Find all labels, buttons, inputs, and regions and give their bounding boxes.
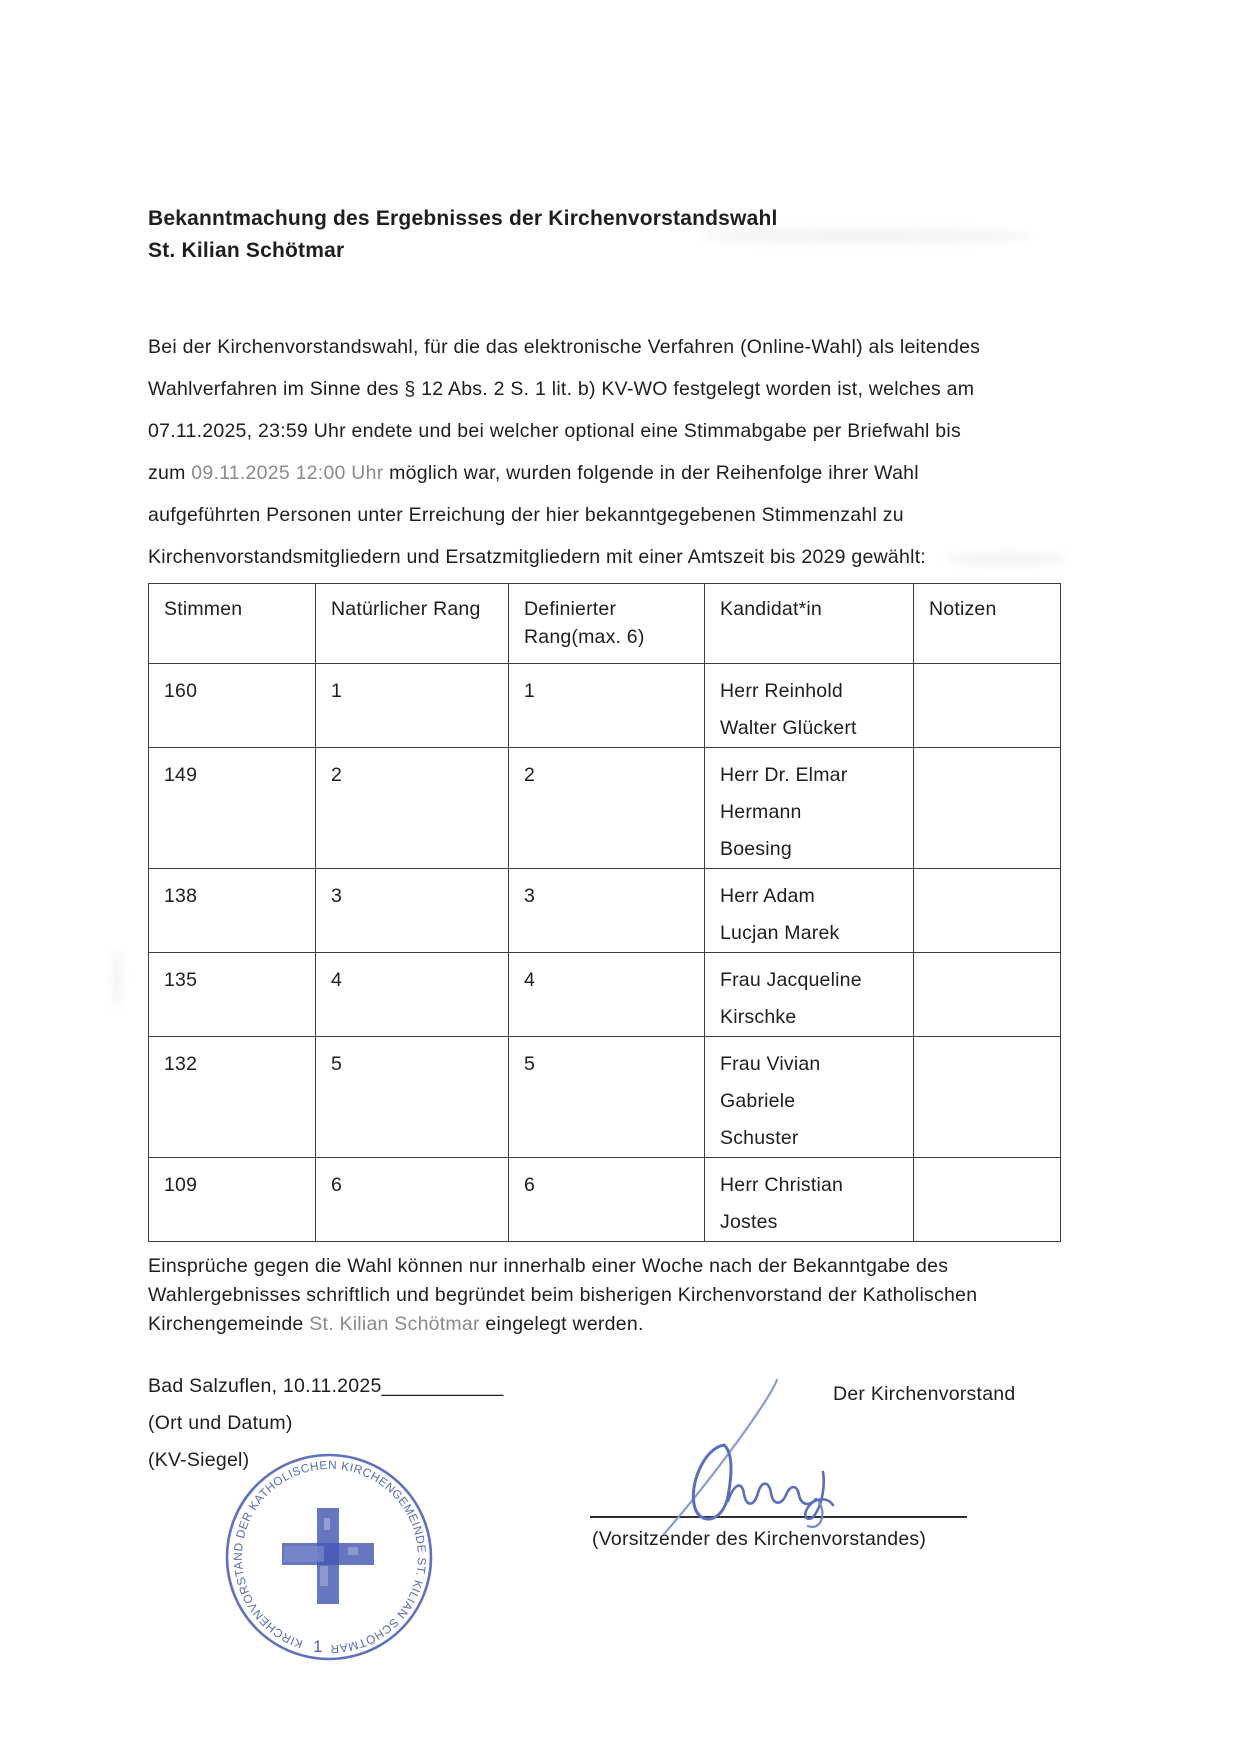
paragraph-line xyxy=(148,326,1108,368)
text-segment: eingelegt werden. xyxy=(479,1313,644,1335)
cell-stimmen: 160 xyxy=(149,664,316,748)
cell-natuerlicher-rang: 6 xyxy=(316,1158,509,1242)
table-row xyxy=(149,869,1061,953)
table-row xyxy=(149,953,1061,1037)
kandidat-name-line: Hermann xyxy=(720,801,802,823)
text-segment: aufgeführten Personen unter Erreichung der hier bekanntgegebenen Stimmenzahl zu xyxy=(148,504,904,526)
cell-kandidat xyxy=(705,1158,914,1242)
table-row xyxy=(149,1158,1061,1242)
paragraph-line xyxy=(148,452,1108,494)
objection-paragraph xyxy=(148,1252,977,1339)
cell-stimmen: 149 xyxy=(149,748,316,869)
paragraph-line xyxy=(148,1310,977,1339)
signature-caption: (Vorsitzender des Kirchenvorstandes) xyxy=(592,1528,927,1550)
cell-notizen xyxy=(914,1158,1061,1242)
text-segment: zum xyxy=(148,462,192,484)
cell-definierter-rang: 2 xyxy=(509,748,705,869)
cell-stimmen: 138 xyxy=(149,869,316,953)
cell-natuerlicher-rang: 1 xyxy=(316,664,509,748)
cell-notizen xyxy=(914,748,1061,869)
cell-notizen xyxy=(914,1037,1061,1158)
header-notizen: Notizen xyxy=(914,584,1061,664)
text-segment: Einsprüche gegen die Wahl können nur innerhalb einer Woche nach der Bekanntgabe des xyxy=(148,1255,949,1277)
scan-smudge xyxy=(112,948,122,1008)
cell-notizen xyxy=(914,664,1061,748)
inserted-value: 09.11.2025 12:00 Uhr xyxy=(191,462,384,484)
cell-kandidat xyxy=(705,953,914,1037)
cell-kandidat xyxy=(705,869,914,953)
header-kandidat: Kandidat*in xyxy=(705,584,914,664)
cell-notizen xyxy=(914,869,1061,953)
church-seal-stamp xyxy=(220,1448,440,1668)
kandidat-name-line: Jostes xyxy=(720,1211,778,1233)
place-date-label: (Ort und Datum) xyxy=(148,1412,293,1434)
paragraph-line xyxy=(148,1252,977,1281)
kandidat-name-line: Herr Christian xyxy=(720,1174,844,1196)
paragraph-line xyxy=(148,1281,977,1310)
cell-natuerlicher-rang: 3 xyxy=(316,869,509,953)
cell-definierter-rang: 3 xyxy=(509,869,705,953)
document-title xyxy=(148,203,778,267)
table-header-row xyxy=(149,584,1061,664)
header-stimmen: Stimmen xyxy=(149,584,316,664)
stamp-ring-text: KIRCHENVORSTAND DER KATHOLISCHEN KIRCHENGEMEINDE ST. KILIAN SCHÖTMAR xyxy=(230,1457,430,1657)
text-segment: Bei der Kirchenvorstandswahl, für die das elektronische Verfahren (Online-Wahl) als leitendes xyxy=(148,336,981,358)
paragraph-line xyxy=(148,410,1108,452)
kandidat-name-line: Herr Adam xyxy=(720,885,815,907)
kandidat-name-line: Kirschke xyxy=(720,1006,797,1028)
intro-paragraph xyxy=(148,326,1108,578)
kandidat-name-line: Schuster xyxy=(720,1127,799,1149)
place-date-line: Bad Salzuflen, 10.11.2025___________ xyxy=(148,1375,504,1397)
title-line-2: St. Kilian Schötmar xyxy=(148,239,345,262)
cell-definierter-rang: 4 xyxy=(509,953,705,1037)
text-segment: Kirchengemeinde xyxy=(148,1313,310,1335)
stamp-number: 1 xyxy=(313,1637,323,1656)
cell-natuerlicher-rang: 5 xyxy=(316,1037,509,1158)
stamp-cross-icon xyxy=(282,1508,374,1604)
cell-definierter-rang: 6 xyxy=(509,1158,705,1242)
kandidat-name-line: Herr Reinhold xyxy=(720,680,843,702)
cell-notizen xyxy=(914,953,1061,1037)
kandidat-name-line: Walter Glückert xyxy=(720,717,857,739)
text-segment: Kirchenvorstandsmitgliedern und Ersatzmitgliedern mit einer Amtszeit bis 2029 gewählt: xyxy=(148,546,927,568)
cell-stimmen: 135 xyxy=(149,953,316,1037)
paragraph-line xyxy=(148,368,1108,410)
paragraph-line xyxy=(148,536,1108,578)
cell-definierter-rang: 1 xyxy=(509,664,705,748)
table-row xyxy=(149,748,1061,869)
kandidat-name-line: Lucjan Marek xyxy=(720,922,840,944)
text-segment: Wahlverfahren im Sinne des § 12 Abs. 2 S. 1 lit. b) KV-WO festgelegt worden ist, welches am xyxy=(148,378,975,400)
table-row xyxy=(149,1037,1061,1158)
header-definierter-rang: Definierter Rang(max. 6) xyxy=(509,584,705,664)
seal-label: (KV-Siegel) xyxy=(148,1449,250,1471)
cell-kandidat xyxy=(705,1037,914,1158)
cell-natuerlicher-rang: 4 xyxy=(316,953,509,1037)
handwritten-signature xyxy=(620,1368,880,1543)
inserted-value: St. Kilian Schötmar xyxy=(309,1313,480,1335)
cell-natuerlicher-rang: 2 xyxy=(316,748,509,869)
table-row xyxy=(149,664,1061,748)
board-label: Der Kirchenvorstand xyxy=(833,1383,1016,1405)
kandidat-name-line: Boesing xyxy=(720,838,792,860)
header-natuerlicher-rang: Natürlicher Rang xyxy=(316,584,509,664)
cell-kandidat xyxy=(705,748,914,869)
kandidat-name-line: Gabriele xyxy=(720,1090,796,1112)
kandidat-name-line: Herr Dr. Elmar xyxy=(720,764,848,786)
cell-stimmen: 109 xyxy=(149,1158,316,1242)
text-segment: 07.11.2025, 23:59 Uhr endete und bei welcher optional eine Stimmabgabe per Briefwahl bis xyxy=(148,420,961,442)
title-line-1: Bekanntmachung des Ergebnisses der Kirchenvorstandswahl xyxy=(148,207,778,230)
text-segment: möglich war, wurden folgende in der Reihenfolge ihrer Wahl xyxy=(383,462,919,484)
cell-definierter-rang: 5 xyxy=(509,1037,705,1158)
paragraph-line xyxy=(148,494,1108,536)
kandidat-name-line: Frau Vivian xyxy=(720,1053,821,1075)
cell-kandidat xyxy=(705,664,914,748)
results-table xyxy=(148,583,1061,1242)
cell-stimmen: 132 xyxy=(149,1037,316,1158)
kandidat-name-line: Frau Jacqueline xyxy=(720,969,862,991)
text-segment: Wahlergebnisses schriftlich und begründet beim bisherigen Kirchenvorstand der Katholischen xyxy=(148,1284,978,1306)
